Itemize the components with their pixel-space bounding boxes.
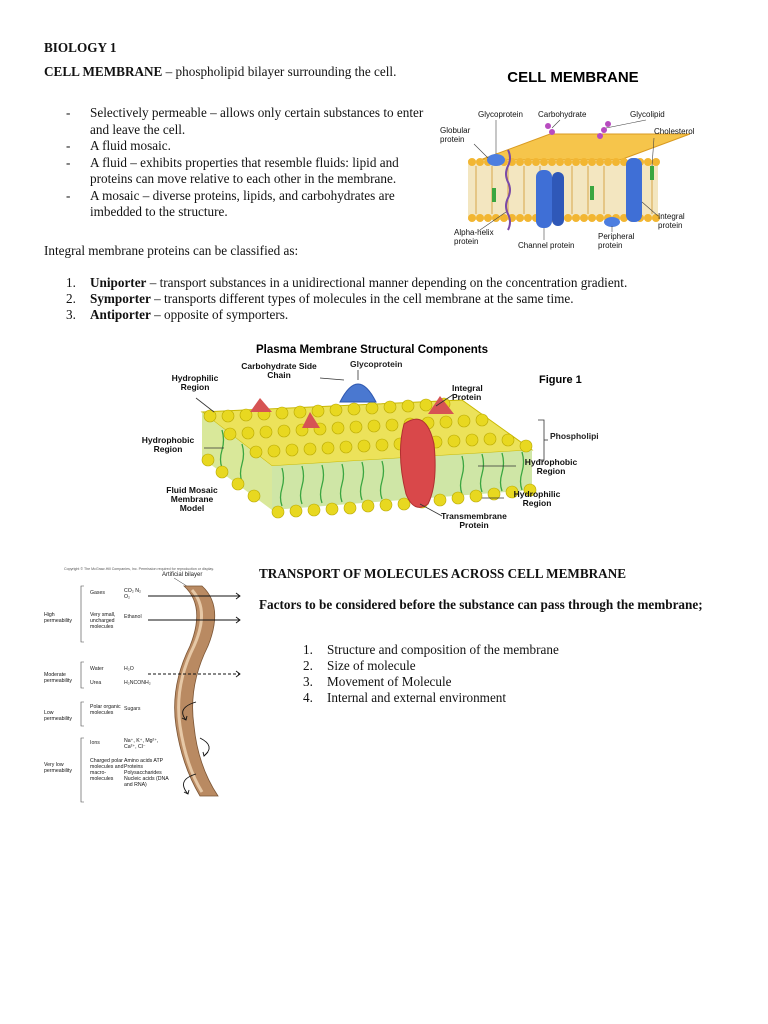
protein-types-list <box>66 275 627 323</box>
list-item: 2. Size of molecule <box>303 658 416 673</box>
label-glycoprotein: Glycoprotein <box>350 359 403 369</box>
plasma-membrane-diagram <box>132 340 622 535</box>
figure-title: CELL MEMBRANE <box>507 69 639 86</box>
permeability-figure <box>44 562 250 806</box>
integral-protein-shape <box>626 158 642 222</box>
kind-urea: Urea <box>90 680 102 686</box>
example-sugars: Sugars <box>124 706 141 712</box>
label-alpha-helix: Alpha-helix protein <box>454 228 494 246</box>
list-item: 1. Structure and composition of the membrane <box>303 642 559 657</box>
figure-number: Figure 1 <box>539 374 582 386</box>
example-macromolecules: Amino acids ATP Proteins Polysaccharides Nucleic acids (DNA and RNA) <box>124 758 169 788</box>
example-urea: H₂NCONH₂ <box>124 680 151 686</box>
label-fluid-mosaic: Fluid Mosaic Membrane Model <box>166 486 218 513</box>
list-item: - A fluid mosaic. <box>66 138 171 153</box>
list-item: - Selectively permeable – allows only certain substances to enter and leave the cell. <box>66 105 424 137</box>
label-cholesterol: Cholesterol <box>654 127 695 136</box>
label-artificial-bilayer: Artificial bilayer <box>162 572 203 578</box>
list-item: - A fluid – exhibits properties that resemble fluids: lipid and proteins can move relative to each other in the membrane. <box>66 154 399 186</box>
example-ions: Na⁺, K⁺, Mg²⁺, Ca²⁺, Cl⁻ <box>124 738 159 750</box>
cell-membrane-figure <box>440 62 706 254</box>
label-globular-protein: Globular protein <box>440 126 471 144</box>
brackets <box>81 586 84 802</box>
intro-definition: CELL MEMBRANE – phospholipid bilayer surrounding the cell. <box>44 64 397 79</box>
level-low: Low permeability <box>44 710 72 722</box>
example-water: H₂O <box>124 666 134 672</box>
label-hydrophilic-top: Hydrophilic Region <box>171 374 219 392</box>
label-carbohydrate-chain: Carbohydrate Side Chain <box>241 362 317 380</box>
globular-protein-shape <box>487 154 505 166</box>
transport-title: TRANSPORT OF MOLECULES ACROSS CELL MEMBRANE <box>259 566 627 581</box>
level-high: High permeability <box>44 612 72 624</box>
kind-small-uncharged: Very small, uncharged molecules <box>90 612 116 630</box>
factors-list <box>303 642 559 706</box>
list-item: 3. Antiporter – opposite of symporters. <box>66 307 289 322</box>
kind-charged-polar: Charged polar molecules and macro- molecules <box>90 758 124 782</box>
label-carbohydrate: Carbohydrate <box>538 110 587 119</box>
list-item: 2. Symporter – transports different types of molecules in the cell membrane at the same time. <box>66 291 574 306</box>
permeability-diagram <box>44 562 250 806</box>
factors-heading: Factors to be considered before the substance can pass through the membrane; <box>259 597 703 612</box>
kind-gases: Gases <box>90 590 105 596</box>
list-item: 4. Internal and external environment <box>303 690 507 705</box>
kind-ions: Ions <box>90 740 100 746</box>
label-channel-protein: Channel protein <box>518 241 575 250</box>
cell-membrane-diagram <box>440 62 706 254</box>
list-item: - A mosaic – diverse proteins, lipids, and carbohydrates are imbedded to the structure. <box>66 187 395 219</box>
level-very-low: Very low permeability <box>44 762 72 774</box>
label-glycolipid: Glycolipid <box>630 110 665 119</box>
figure-title: Plasma Membrane Structural Components <box>256 344 488 356</box>
label-hydrophilic-right: Hydrophilic Region <box>513 490 561 508</box>
classification-intro: Integral membrane proteins can be classified as: <box>44 243 299 258</box>
glycoprotein-shape <box>340 384 376 402</box>
copyright-note: Copyright © The McGraw-Hill Companies, Inc. Permission required for reproduction or display. <box>64 567 214 571</box>
label-hydrophobic-left: Hydrophobic Region <box>141 436 195 454</box>
channel-protein-shape <box>536 170 552 228</box>
label-peripheral-protein: Peripheral protein <box>598 232 635 250</box>
label-integral-protein: Integral Protein <box>452 384 483 402</box>
label-phospholipid: Phospholipi <box>550 431 599 441</box>
list-item: 3. Movement of Molecule <box>303 674 452 689</box>
example-gases: CO₂ N₂ O₂ <box>124 588 141 600</box>
list-item: 1. Uniporter – transport substances in a unidirectional manner depending on the concentration gradient. <box>66 275 628 290</box>
label-integral-protein: Integral protein <box>658 212 685 230</box>
integral-protein-left <box>250 398 272 412</box>
label-hydrophobic-right: Hydrophobic Region <box>524 458 578 476</box>
label-transmembrane: Transmembrane Protein <box>441 512 507 530</box>
level-moderate: Moderate permeability <box>44 672 72 684</box>
kind-polar-organic: Polar organic molecules <box>90 704 121 716</box>
membrane-top-surface <box>480 134 690 160</box>
label-glycoprotein: Glycoprotein <box>478 110 523 119</box>
peripheral-protein-shape <box>604 217 620 227</box>
doc-header: BIOLOGY 1 <box>44 40 117 55</box>
kind-water: Water <box>90 666 104 672</box>
example-ethanol: Ethanol <box>124 614 142 620</box>
membrane-properties-list <box>66 105 426 221</box>
transmembrane-protein-shape <box>400 419 435 507</box>
plasma-membrane-figure <box>132 340 622 535</box>
